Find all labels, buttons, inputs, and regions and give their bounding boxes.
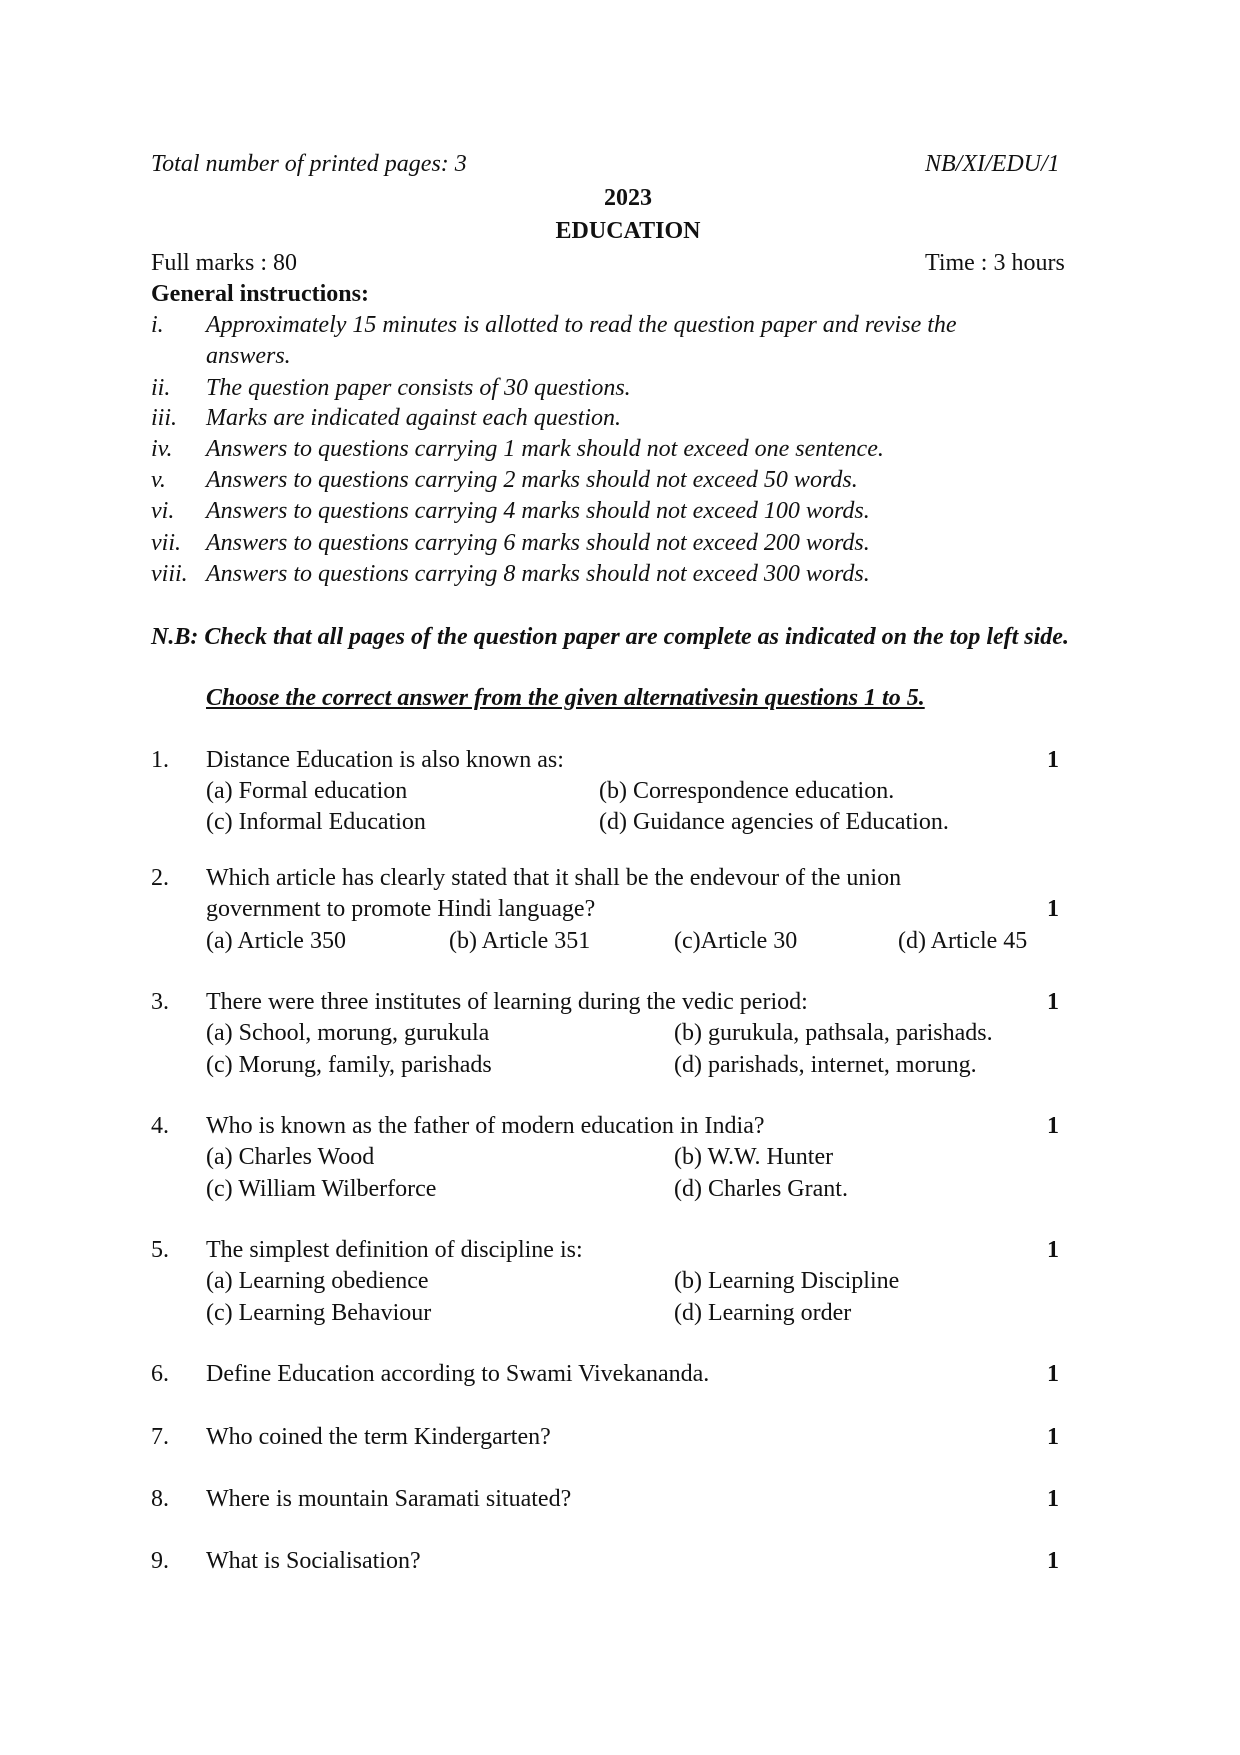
option-c: (c) Learning Behaviour (206, 1300, 432, 1326)
question-number: 5. (151, 1237, 169, 1263)
question-row (0, 1422, 1240, 1453)
question-text: What is Socialisation? (206, 1548, 421, 1574)
instruction-text-continuation: answers. (206, 343, 291, 369)
question-row (0, 1235, 1240, 1266)
instruction-number: i. (151, 312, 164, 338)
question-marks: 1 (1047, 1486, 1059, 1512)
header-top-row (0, 149, 1240, 180)
question-marks: 1 (1047, 1424, 1059, 1450)
question-row-continuation (0, 894, 1240, 925)
question-number: 7. (151, 1424, 169, 1450)
option-a: (a) Article 350 (206, 928, 346, 954)
question-marks: 1 (1047, 989, 1059, 1015)
question-row (0, 1359, 1240, 1390)
question-number: 6. (151, 1361, 169, 1387)
instruction-number: iii. (151, 405, 178, 431)
question-row (0, 987, 1240, 1018)
instruction-number: vi. (151, 498, 175, 524)
instruction-text: Answers to questions carrying 8 marks should not exceed 300 words. (206, 561, 870, 587)
instruction-number: vii. (151, 530, 181, 556)
question-text: Who is known as the father of modern education in India? (206, 1113, 765, 1139)
question-text: There were three institutes of learning during the vedic period: (206, 989, 808, 1015)
question-number: 3. (151, 989, 169, 1015)
instruction-number: viii. (151, 561, 188, 587)
option-a: (a) Formal education (206, 778, 408, 804)
nb-row (0, 622, 1240, 653)
options-row (0, 1018, 1240, 1049)
question-text: Who coined the term Kindergarten? (206, 1424, 551, 1450)
full-marks: Full marks : 80 (151, 250, 298, 276)
option-c: (c) William Wilberforce (206, 1176, 437, 1202)
options-row (0, 807, 1240, 838)
instructions-heading: General instructions: (151, 281, 369, 307)
instruction-text: Answers to questions carrying 2 marks should not exceed 50 words. (206, 467, 858, 493)
option-b: (b) Correspondence education. (599, 778, 895, 804)
question-row (0, 863, 1240, 894)
option-b: (b) Learning Discipline (674, 1268, 900, 1294)
options-row (0, 1142, 1240, 1173)
instruction-item (0, 310, 1240, 341)
question-row (0, 1111, 1240, 1142)
question-row (0, 1484, 1240, 1515)
subject-title: EDUCATION (555, 218, 701, 244)
instruction-item (0, 496, 1240, 527)
options-row (0, 1050, 1240, 1081)
instruction-item (0, 403, 1240, 434)
option-a: (a) Learning obedience (206, 1268, 429, 1294)
options-row (0, 776, 1240, 807)
instruction-text: Approximately 15 minutes is allotted to read the question paper and revise the (206, 312, 957, 338)
printed-pages-note: Total number of printed pages: 3 (151, 151, 467, 177)
time-allowed: Time : 3 hours (925, 250, 1065, 276)
instruction-text: The question paper consists of 30 questions. (206, 375, 631, 401)
exam-year: 2023 (604, 185, 652, 211)
options-row (0, 926, 1240, 957)
question-marks: 1 (1047, 747, 1059, 773)
option-d: (d) Article 45 (898, 928, 1028, 954)
question-number: 4. (151, 1113, 169, 1139)
question-number: 9. (151, 1548, 169, 1574)
question-marks: 1 (1047, 1548, 1059, 1574)
year-row (0, 183, 1240, 214)
question-marks: 1 (1047, 1237, 1059, 1263)
options-row (0, 1298, 1240, 1329)
paper-code: NB/XI/EDU/1 (925, 151, 1060, 177)
question-text: Which article has clearly stated that it shall be the endevour of the union (206, 865, 902, 891)
question-text-continuation: government to promote Hindi language? (206, 896, 596, 922)
instruction-item (0, 434, 1240, 465)
option-b: (b) W.W. Hunter (674, 1144, 834, 1170)
options-row (0, 1174, 1240, 1205)
section-heading: Choose the correct answer from the given alternativesin questions 1 to 5. (206, 685, 925, 711)
instruction-text: Answers to questions carrying 6 marks should not exceed 200 words. (206, 530, 870, 556)
instruction-number: iv. (151, 436, 173, 462)
instructions-heading-row (0, 279, 1240, 310)
instruction-text: Answers to questions carrying 4 marks should not exceed 100 words. (206, 498, 870, 524)
option-c: (c) Morung, family, parishads (206, 1052, 492, 1078)
instruction-item (0, 559, 1240, 590)
option-a: (a) Charles Wood (206, 1144, 375, 1170)
instruction-text: Answers to questions carrying 1 mark should not exceed one sentence. (206, 436, 884, 462)
question-text: The simplest definition of discipline is: (206, 1237, 583, 1263)
instruction-item (0, 465, 1240, 496)
question-row (0, 745, 1240, 776)
question-text: Distance Education is also known as: (206, 747, 564, 773)
option-c: (c)Article 30 (674, 928, 798, 954)
question-number: 2. (151, 865, 169, 891)
question-number: 1. (151, 747, 169, 773)
question-number: 8. (151, 1486, 169, 1512)
option-d: (d) Guidance agencies of Education. (599, 809, 949, 835)
option-c: (c) Informal Education (206, 809, 426, 835)
options-row (0, 1266, 1240, 1297)
question-text: Define Education according to Swami Vivekananda. (206, 1361, 710, 1387)
instruction-item (0, 373, 1240, 404)
option-d: (d) parishads, internet, morung. (674, 1052, 977, 1078)
nb-note: N.B: Check that all pages of the question paper are complete as indicated on the top left side. (151, 624, 1069, 650)
instruction-text: Marks are indicated against each question. (206, 405, 622, 431)
option-b: (b) gurukula, pathsala, parishads. (674, 1020, 993, 1046)
marks-time-row (0, 248, 1240, 279)
question-marks: 1 (1047, 1113, 1059, 1139)
option-b: (b) Article 351 (449, 928, 591, 954)
question-marks: 1 (1047, 896, 1059, 922)
instruction-item (0, 528, 1240, 559)
option-a: (a) School, morung, gurukula (206, 1020, 490, 1046)
question-marks: 1 (1047, 1361, 1059, 1387)
option-d: (d) Charles Grant. (674, 1176, 848, 1202)
instruction-number: ii. (151, 375, 171, 401)
question-text: Where is mountain Saramati situated? (206, 1486, 572, 1512)
option-d: (d) Learning order (674, 1300, 852, 1326)
section-heading-row (0, 683, 1240, 714)
question-row (0, 1546, 1240, 1577)
instruction-item-continuation (0, 341, 1240, 372)
subject-row (0, 216, 1240, 247)
instruction-number: v. (151, 467, 166, 493)
